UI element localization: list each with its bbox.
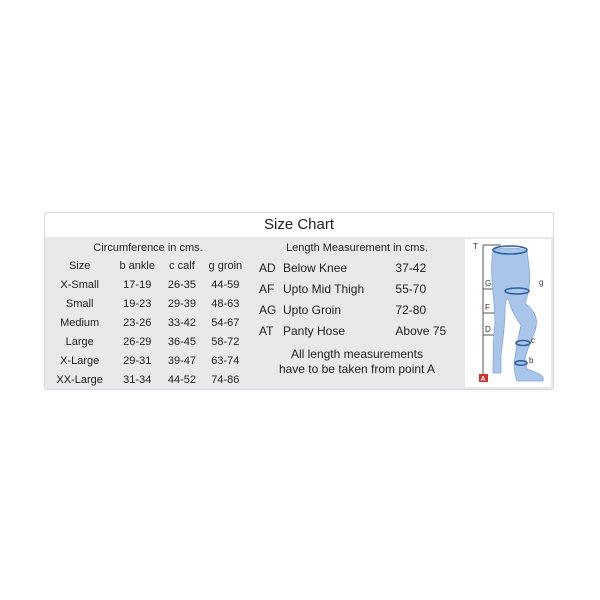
length-label: Panty Hose [283,323,346,338]
note-line: All length measurements [290,347,424,361]
circumference-section [47,239,249,387]
label-a: A [480,376,486,383]
table-cell: 44-52 [167,373,196,386]
table-cell: 26-35 [167,278,196,291]
leg-diagram [465,239,551,387]
length-label: Upto Mid Thigh [283,281,365,296]
length-value: 37-42 [395,260,427,275]
leg-diagram-panel [465,239,551,387]
table-cell: 17-19 [123,278,152,291]
label-c: c [531,336,535,345]
table-cell: 26-29 [123,335,152,348]
length-label: Below Knee [283,260,348,275]
table-row [251,257,463,278]
table-cell: 74-86 [211,373,240,386]
size-chart-card [44,212,554,390]
measurement-note [251,347,463,377]
length-section [251,239,463,387]
table-row [251,278,463,299]
table-cell: 29-31 [123,354,152,367]
length-code: AG [259,302,277,317]
length-code: AD [259,260,276,275]
table-cell: 19-23 [123,297,152,310]
table-cell: 33-42 [167,316,196,329]
table-cell: 48-63 [211,297,240,310]
table-row [47,351,249,370]
table-cell: 44-59 [211,278,240,291]
table-row [47,313,249,332]
table-row [47,294,249,313]
length-code: AT [259,323,274,338]
label-f: F [485,303,490,312]
length-value: Above 75 [395,323,447,338]
table-cell: 58-72 [211,335,240,348]
table-row [251,299,463,320]
table-cell: 63-74 [211,354,240,367]
length-header: Length Measurement in cms. [286,242,428,254]
column-header: c calf [169,260,195,272]
label-b: b [529,356,534,365]
table-cell: 29-39 [167,297,196,310]
note-line: have to be taken from point A [278,362,436,376]
length-table [251,257,463,341]
column-header: Size [68,260,91,272]
size-cell: Small [65,297,94,310]
table-cell: 23-26 [123,316,152,329]
length-label: Upto Groin [283,302,342,317]
table-row [251,320,463,341]
table-cell: 39-47 [167,354,196,367]
circumference-table [47,257,249,389]
table-row [47,370,249,389]
chart-title: Size Chart [45,213,553,237]
table-cell: 54-67 [211,316,240,329]
label-d: D [485,325,491,334]
column-header: b ankle [119,260,155,272]
table-row [47,332,249,351]
length-code: AF [259,281,275,296]
size-cell: X-Small [60,278,99,291]
size-cell: Medium [60,316,100,329]
table-header-row [47,257,249,275]
label-small-g: g [539,278,544,287]
label-big-g: G [485,279,492,288]
size-cell: X-Large [60,354,100,367]
column-header: g groin [208,260,243,272]
size-cell: Large [65,335,94,348]
size-cell: XX-Large [56,373,103,386]
table-row [47,275,249,294]
table-cell: 31-34 [123,373,152,386]
length-value: 72-80 [395,302,427,317]
circumference-header: Circumference in cms. [93,242,203,254]
length-value: 55-70 [395,281,427,296]
label-t: T [473,242,478,251]
table-cell: 36-45 [167,335,196,348]
